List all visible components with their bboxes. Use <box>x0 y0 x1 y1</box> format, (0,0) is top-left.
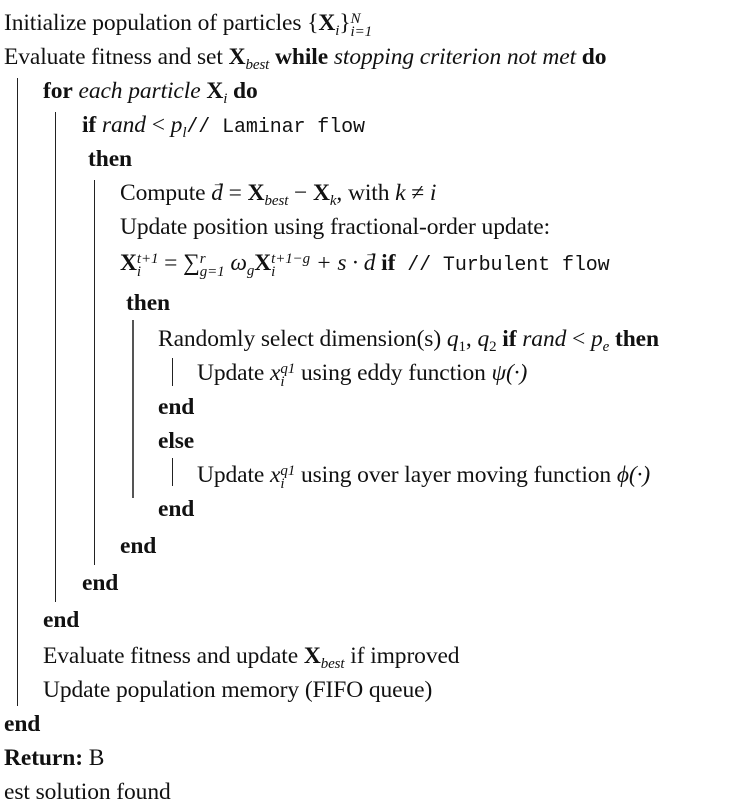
line-for <box>43 76 258 106</box>
line-eval-update <box>43 641 459 671</box>
math-X: X <box>254 250 272 276</box>
sup-sub <box>280 465 295 491</box>
then-block-guide <box>132 320 134 498</box>
math-X: X <box>206 78 224 104</box>
subscript: best <box>264 193 289 209</box>
subscript: 2 <box>489 339 497 355</box>
if-block-guide <box>94 180 95 565</box>
comment: // Laminar flow <box>186 116 365 139</box>
math-X: X <box>303 643 321 669</box>
math-p: p <box>590 326 603 352</box>
line-random-select <box>158 324 659 354</box>
operator-sum: = ∑ <box>158 250 200 276</box>
keyword-end: end <box>82 570 119 596</box>
math-X: X <box>318 10 336 36</box>
vector-d: → d <box>364 250 376 276</box>
keyword-end: end <box>158 496 195 522</box>
line-end-2 <box>158 494 194 524</box>
line-end-1 <box>158 392 194 422</box>
keyword-if: if <box>375 250 396 276</box>
operator: − <box>288 180 313 206</box>
line-end-4 <box>82 568 118 598</box>
superscript: N <box>350 11 361 27</box>
sup-sub <box>137 253 159 279</box>
text: Compute <box>120 180 212 206</box>
line-update-position <box>120 212 550 242</box>
operator: + s · <box>310 250 364 276</box>
sup-sub <box>200 253 225 279</box>
line-overlayer-update <box>197 460 650 491</box>
line-init <box>4 8 372 39</box>
text: Evaluate fitness and update <box>43 643 304 669</box>
operator: = <box>222 180 248 206</box>
sup-sub <box>280 363 295 389</box>
line-else <box>158 426 194 456</box>
math-k: k <box>395 180 406 206</box>
keyword-then: then <box>126 290 170 316</box>
subscript: g <box>246 263 255 279</box>
while-block-guide <box>17 78 18 706</box>
subscript: l <box>182 125 187 141</box>
math-x: x <box>270 360 281 386</box>
line-eddy-update <box>197 358 527 389</box>
math-rand: rand <box>516 326 567 352</box>
math-X: X <box>312 180 330 206</box>
keyword-then: then <box>88 146 132 172</box>
math-x: x <box>270 462 281 488</box>
text: Randomly select dimension(s) <box>158 326 447 352</box>
line-formula <box>120 248 610 281</box>
vector-d: → d <box>211 180 223 206</box>
condition: stopping criterion not met <box>333 44 577 70</box>
line-end-3 <box>120 531 156 561</box>
subscript: i <box>335 23 340 39</box>
line-then-1 <box>88 144 132 174</box>
text: Update population memory (FIFO queue) <box>43 677 433 703</box>
superscript: q1 <box>280 361 296 377</box>
math-q: q <box>446 326 459 352</box>
text: Update <box>197 462 271 488</box>
operator: < <box>566 326 591 352</box>
math-i: i <box>429 180 437 206</box>
text: each particle <box>72 78 207 104</box>
subscript: g=1 <box>199 264 225 280</box>
superscript: t+1 <box>136 251 159 267</box>
math-X: X <box>120 250 137 276</box>
keyword-while: while <box>269 44 334 70</box>
math-q: q <box>477 326 490 352</box>
text: Update position using fractional-order update: <box>120 214 551 240</box>
subscript: i <box>271 264 276 280</box>
keyword-return: Return: <box>4 745 83 771</box>
math-rand: rand <box>96 112 146 138</box>
operator: < <box>145 112 171 138</box>
subscript: e <box>602 339 610 355</box>
operator: ≠ <box>405 180 430 206</box>
for-block-guide <box>55 112 56 602</box>
keyword-end: end <box>158 394 195 420</box>
math-X: X <box>228 44 246 70</box>
keyword-if: if <box>496 326 517 352</box>
line-eval <box>4 42 606 72</box>
text: est solution found <box>4 779 171 805</box>
math-psi: ψ(·) <box>491 360 528 386</box>
text: if improved <box>344 643 460 669</box>
keyword-end: end <box>43 607 80 633</box>
subscript: i <box>280 374 285 390</box>
keyword-end: end <box>4 711 41 737</box>
overlayer-guide <box>172 458 173 486</box>
superscript: t+1−g <box>271 251 311 267</box>
comment: // Turbulent flow <box>395 254 610 277</box>
line-then-2 <box>126 288 170 318</box>
keyword-if: if <box>82 112 97 138</box>
math-X: X <box>247 180 265 206</box>
subscript: i <box>223 91 228 107</box>
text: Initialize population of particles { <box>4 10 319 36</box>
line-end-5 <box>43 605 79 635</box>
line-tail <box>4 777 171 807</box>
superscript: q1 <box>280 463 296 479</box>
line-return <box>4 743 104 773</box>
text: Evaluate fitness and set <box>4 44 229 70</box>
math-phi: ϕ(·) <box>616 462 651 488</box>
text: , with <box>336 180 396 206</box>
subscript: best <box>245 57 270 73</box>
keyword-then: then <box>609 326 659 352</box>
sup-sub <box>271 253 310 279</box>
line-compute <box>120 178 436 208</box>
eddy-guide <box>172 358 173 386</box>
subscript: i <box>136 264 141 280</box>
keyword-do: do <box>227 78 258 104</box>
subscript: k <box>329 193 337 209</box>
subscript: i <box>280 476 285 492</box>
subscript: i=1 <box>350 24 373 40</box>
text: using eddy function <box>295 360 492 386</box>
text: using over layer moving function <box>295 462 617 488</box>
text: Update <box>197 360 271 386</box>
text: B <box>82 745 105 771</box>
text: } <box>339 10 351 36</box>
line-if-laminar <box>82 110 365 143</box>
text: , <box>465 326 478 352</box>
keyword-end: end <box>120 533 157 559</box>
sup-sub <box>351 13 373 39</box>
line-memory <box>43 675 432 705</box>
subscript: 1 <box>458 339 466 355</box>
math-omega: ω <box>224 250 247 276</box>
line-end-6 <box>4 709 40 739</box>
keyword-else: else <box>158 428 195 454</box>
keyword-for: for <box>43 78 73 104</box>
math-p: p <box>170 112 183 138</box>
superscript: r <box>199 251 206 267</box>
subscript: best <box>320 656 345 672</box>
keyword-do: do <box>576 44 607 70</box>
